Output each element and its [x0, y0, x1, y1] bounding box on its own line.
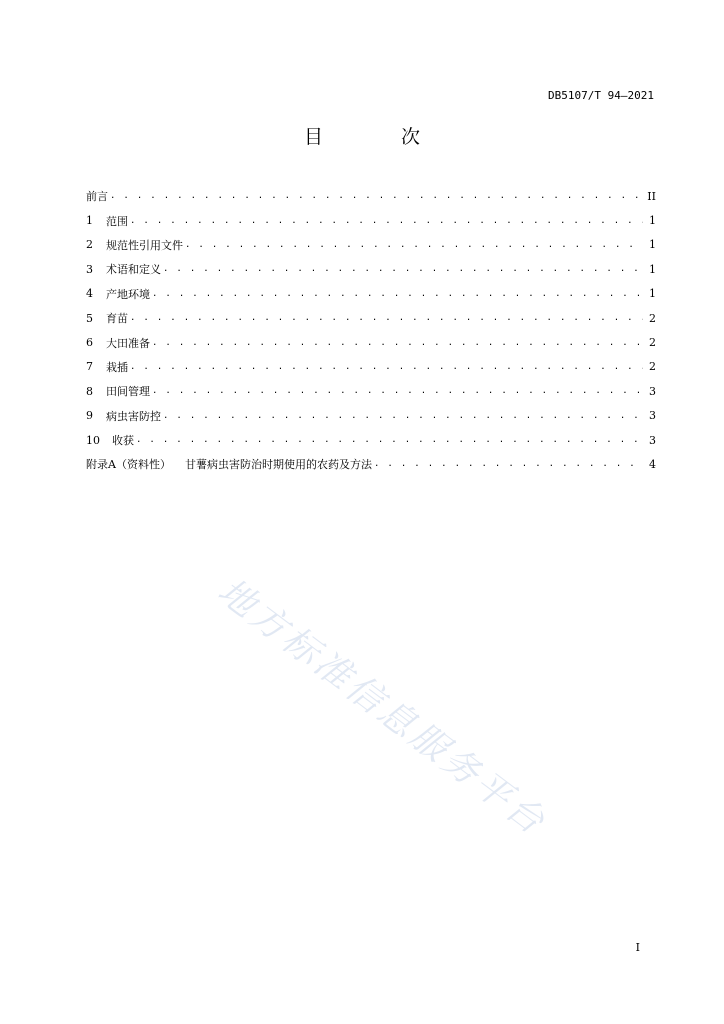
document-code: DB5107/T 94—2021 [548, 89, 654, 102]
toc-entry-harvest[interactable] [86, 428, 656, 452]
toc-entry-label: 栽插 [106, 360, 128, 374]
toc-entry-label: 规范性引用文件 [106, 238, 183, 252]
toc-entry-scope[interactable] [86, 208, 656, 232]
toc-entry-page: 2 [649, 311, 656, 325]
toc-entry-label: 范围 [106, 214, 128, 228]
toc-entry-number: 7 [86, 360, 93, 374]
toc-leader-dots [152, 289, 643, 299]
toc-entry-terms-definitions[interactable] [86, 257, 656, 281]
toc-entry-pest-control[interactable] [86, 404, 656, 428]
toc-leader-dots [163, 264, 643, 274]
toc-entry-number: 5 [86, 311, 93, 325]
toc-entry-label: 大田准备 [106, 336, 150, 350]
toc-leader-dots [152, 386, 643, 396]
toc-entry-transplanting[interactable] [86, 355, 656, 379]
toc-leader-dots [130, 313, 643, 323]
toc-entry-field-management[interactable] [86, 379, 656, 403]
toc-leader-dots [130, 216, 643, 226]
toc-entry-page: 2 [649, 336, 656, 350]
toc-entry-seedling[interactable] [86, 306, 656, 330]
toc-entry-number: 1 [86, 214, 93, 228]
toc-entry-appendix-a[interactable] [86, 452, 656, 476]
toc-title: 目 次 [303, 126, 457, 148]
toc-leader-dots [136, 435, 643, 445]
watermark: 地方标准信息服务平台 [210, 570, 555, 845]
toc-entry-label: 田间管理 [106, 385, 150, 399]
toc-entry-page: 1 [649, 287, 656, 301]
toc-leader-dots [110, 191, 641, 201]
toc-entry-number: 8 [86, 384, 93, 398]
toc-entry-normative-references[interactable] [86, 233, 656, 257]
toc-leader-dots [163, 411, 643, 421]
toc-leader-dots [185, 240, 643, 250]
toc-entry-number: 3 [86, 262, 93, 276]
toc-entry-number: 4 [86, 287, 93, 301]
toc-entry-label: 甘薯病虫害防治时期使用的农药及方法 [184, 458, 372, 472]
toc-entry-field-preparation[interactable] [86, 330, 656, 354]
toc-entry-page: 2 [649, 360, 656, 374]
toc-entry-page: 1 [649, 262, 656, 276]
toc-entry-number: 附录A（资料性） [86, 458, 171, 472]
toc-entry-number: 9 [86, 409, 93, 423]
toc-entry-label: 收获 [112, 434, 134, 448]
toc-entry-production-environment[interactable] [86, 282, 656, 306]
toc-leader-dots [374, 459, 643, 469]
table-of-contents [86, 184, 656, 477]
toc-leader-dots [130, 362, 643, 372]
toc-entry-number: 10 [86, 433, 100, 447]
toc-entry-page: 3 [649, 409, 656, 423]
toc-entry-page: II [647, 189, 656, 203]
page-number: I [635, 941, 640, 954]
toc-entry-number: 6 [86, 336, 93, 350]
toc-entry-label: 育苗 [106, 312, 128, 326]
toc-entry-page: 1 [649, 238, 656, 252]
toc-entry-page: 4 [649, 457, 656, 471]
toc-entry-label: 术语和定义 [106, 263, 161, 277]
toc-entry-page: 3 [649, 384, 656, 398]
toc-entry-label: 前言 [86, 190, 108, 204]
toc-entry-label: 病虫害防控 [106, 409, 161, 423]
toc-entry-label: 产地环境 [106, 287, 150, 301]
toc-entry-page: 3 [649, 433, 656, 447]
toc-entry-page: 1 [649, 214, 656, 228]
toc-entry-foreword[interactable] [86, 184, 656, 208]
toc-entry-number: 2 [86, 238, 93, 252]
toc-leader-dots [152, 338, 643, 348]
